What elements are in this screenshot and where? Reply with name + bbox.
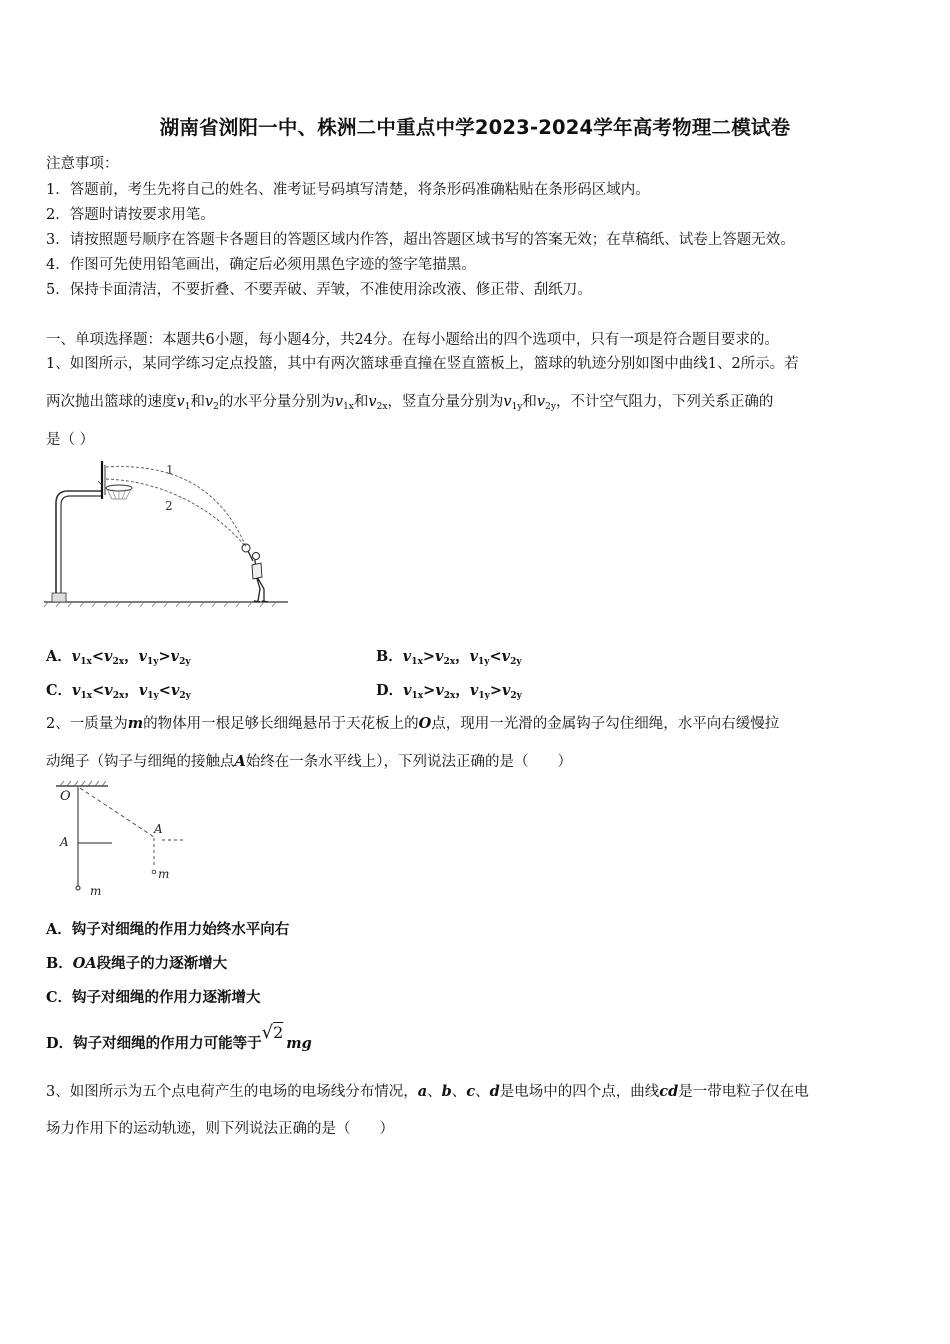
q2-option-b[interactable]: B．OA段绳子的力逐渐增大	[46, 955, 228, 972]
mass-right-label: m	[158, 867, 170, 881]
q1-option-a[interactable]: A．$v_{1x}<v_{2x}$，$v_{1y}>v_{2y}$	[46, 648, 191, 667]
q3-line-2: 场力作用下的运动轨迹，则下列说法正确的是（ ）	[46, 1121, 394, 1137]
q1-option-b[interactable]: B．$v_{1x}>v_{2x}$，$v_{1y}<v_{2y}$	[376, 648, 522, 667]
q2-option-d[interactable]: D．钩子对细绳的作用力可能等于√2mg	[46, 1022, 312, 1052]
exam-title: 湖南省浏阳一中、株洲二中重点中学2023-2024学年高考物理二模试卷	[159, 116, 791, 139]
notice-item-1: 1．答题前，考生先将自己的姓名、准考证号码填写清楚，将条形码准确粘贴在条形码区域内。	[46, 182, 650, 198]
q2-option-a[interactable]: A．钩子对细绳的作用力始终水平向右	[46, 921, 290, 938]
q1-line-2: 两次抛出篮球的速度$v_1$和$v_2$的水平分量分别为$v_{1x}$和$v_{2x}$，竖直分量分别为$v_{1y}$和$v_{2y}$，不计空气阻力，下列关系正确的	[46, 394, 774, 412]
q2-line-2: 动绳子（钩子与细绳的接触点A始终在一条水平线上），下列说法正确的是（ ）	[46, 753, 573, 770]
q1-basketball-figure	[40, 455, 290, 614]
point-a-left-label: A	[60, 835, 69, 849]
trajectory-label-1: 1	[166, 463, 174, 477]
notice-item-3: 3．请按照题号顺序在答题卡各题目的答题区域内作答，超出答题区域书写的答案无效；在草稿纸、试卷上答题无效。	[46, 232, 795, 248]
q1-line-3: 是（ ）	[46, 432, 95, 448]
mass-left-label: m	[90, 884, 102, 898]
notice-item-2: 2．答题时请按要求用笔。	[46, 207, 215, 223]
q2-option-c[interactable]: C．钩子对细绳的作用力逐渐增大	[46, 989, 261, 1006]
point-o-label: O	[60, 789, 71, 804]
notice-heading: 注意事项：	[46, 156, 119, 172]
point-a-right-label: A	[154, 822, 163, 836]
trajectory-label-2: 2	[165, 499, 173, 513]
q1-option-d[interactable]: D．$v_{1x}>v_{2x}$，$v_{1y}>v_{2y}$	[376, 682, 522, 701]
q2-rope-figure	[50, 780, 200, 902]
q1-option-c[interactable]: C．$v_{1x}<v_{2x}$，$v_{1y}<v_{2y}$	[46, 682, 191, 701]
section-heading: 一、单项选择题：本题共6小题，每小题4分，共24分。在每小题给出的四个选项中，只有一项是符合题目要求的。	[46, 332, 779, 348]
q3-line-1: 3、如图所示为五个点电荷产生的电场的电场线分布情况，a、b、c、d是电场中的四个点，曲线cd是一带电粒子仅在电	[46, 1083, 809, 1100]
q1-line-1: 1、如图所示，某同学练习定点投篮，其中有两次篮球垂直撞在竖直篮板上，篮球的轨迹分别如图中曲线1、2所示。若	[46, 356, 799, 372]
q2-line-1: 2、一质量为m的物体用一根足够长细绳悬吊于天花板上的O点，现用一光滑的金属钩子勾住细绳，水平向右缓慢拉	[46, 715, 780, 732]
notice-item-5: 5．保持卡面清洁，不要折叠、不要弄破、弄皱，不准使用涂改液、修正带、刮纸刀。	[46, 282, 592, 298]
notice-item-4: 4．作图可先使用铅笔画出，确定后必须用黑色字迹的签字笔描黑。	[46, 257, 476, 273]
